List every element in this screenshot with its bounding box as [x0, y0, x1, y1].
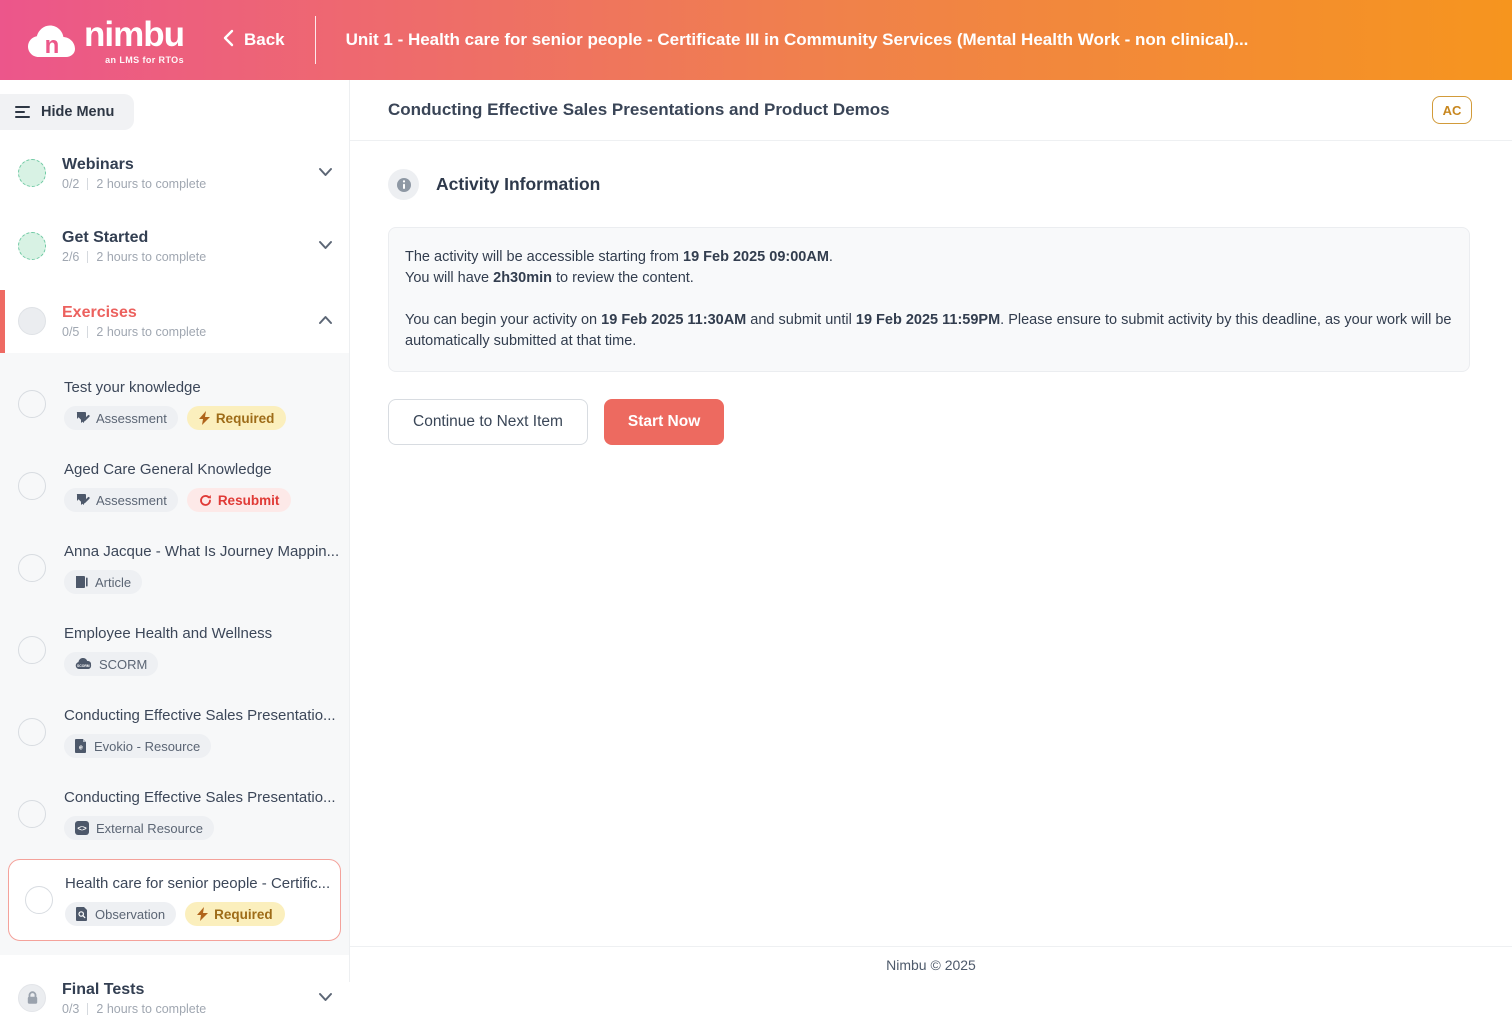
list-item-conducting-effective-sales-evokio[interactable] — [0, 691, 349, 773]
sidebar-module-get-started[interactable] — [0, 215, 349, 276]
back-button[interactable] — [222, 29, 285, 52]
svg-text:<>: <> — [77, 824, 87, 833]
list-item-test-your-knowledge[interactable] — [0, 363, 349, 445]
logo-wordmark: nimbu — [84, 14, 184, 54]
activity-info-panel — [388, 227, 1470, 372]
list-item-conducting-effective-sales-external[interactable] — [0, 773, 349, 855]
list-item-aged-care-general-knowledge[interactable] — [0, 445, 349, 527]
status-circle-icon — [18, 390, 46, 418]
info-spacer — [405, 289, 1453, 310]
svg-text:n: n — [44, 31, 60, 59]
hide-menu-button[interactable] — [0, 94, 134, 130]
list-item-anna-jacque-journey-mapping[interactable] — [0, 527, 349, 609]
module-meta — [62, 177, 310, 191]
module-progress: 0/3 — [62, 1002, 80, 1016]
action-buttons — [388, 399, 1470, 445]
module-duration: 2 hours to complete — [96, 177, 207, 191]
module-meta — [62, 1002, 310, 1016]
hide-menu-label: Hide Menu — [41, 104, 115, 120]
module-title: Final Tests — [62, 981, 145, 998]
module-title: Webinars — [62, 156, 134, 173]
type-tag: <> External Resource — [64, 816, 214, 840]
module-title: Exercises — [62, 304, 137, 321]
status-circle-icon — [18, 800, 46, 828]
chevron-up-icon[interactable] — [318, 312, 333, 330]
assessment-icon — [75, 411, 89, 425]
module-title: Get Started — [62, 229, 149, 246]
status-circle-icon — [18, 554, 46, 582]
lightning-icon — [197, 907, 208, 921]
sidebar-module-final-tests[interactable] — [0, 967, 349, 1028]
item-title: Health care for senior people - Certific... — [65, 875, 331, 892]
progress-circle-icon — [18, 232, 46, 260]
sidebar-module-exercises[interactable] — [0, 290, 349, 353]
meta-separator — [87, 178, 88, 190]
activity-information-header — [388, 169, 1470, 200]
page-title: Conducting Effective Sales Presentations and Product Demos — [388, 100, 890, 119]
meta-separator — [87, 251, 88, 263]
module-progress: 0/5 — [62, 325, 80, 339]
progress-circle-icon — [18, 307, 46, 335]
sidebar-module-webinars[interactable] — [0, 142, 349, 203]
course-sidebar — [0, 80, 350, 1016]
info-line-review-time: You will have 2h30min to review the content. — [405, 270, 694, 286]
type-tag: Assessment — [64, 406, 178, 430]
status-circle-icon — [18, 472, 46, 500]
back-label: Back — [243, 30, 285, 49]
svg-text:SCORM: SCORM — [76, 664, 90, 668]
module-meta — [62, 250, 310, 264]
module-progress: 0/2 — [62, 177, 80, 191]
type-tag: Assessment — [64, 488, 178, 512]
module-meta — [62, 325, 310, 339]
exercise-item-list — [0, 353, 349, 955]
chevron-down-icon[interactable] — [318, 164, 333, 182]
type-tag: SCORM SCORM — [64, 652, 158, 676]
header-divider — [315, 16, 316, 64]
status-circle-icon — [18, 718, 46, 746]
svg-text:e: e — [79, 744, 83, 752]
chevron-left-icon — [222, 29, 234, 52]
item-title: Conducting Effective Sales Presentatio... — [64, 789, 336, 806]
nimbu-logo[interactable] — [26, 16, 184, 65]
assessment-icon — [75, 493, 89, 507]
start-now-button[interactable]: Start Now — [604, 399, 724, 445]
chevron-down-icon[interactable] — [318, 237, 333, 255]
copyright-text: Nimbu © 2025 — [886, 956, 976, 973]
module-duration: 2 hours to complete — [96, 1002, 207, 1016]
required-badge: Required — [187, 406, 287, 430]
observation-icon — [76, 907, 88, 921]
module-duration: 2 hours to complete — [96, 250, 207, 264]
list-item-health-care-senior-people-selected[interactable] — [8, 859, 341, 941]
type-tag: Article — [64, 570, 142, 594]
item-title: Employee Health and Wellness — [64, 625, 273, 642]
logo-tagline: an LMS for RTOs — [105, 54, 184, 65]
scorm-cloud-icon — [75, 658, 92, 670]
meta-separator — [87, 326, 88, 338]
article-icon — [75, 575, 88, 589]
info-line-deadline: You can begin your activity on 19 Feb 2025 11:30AM and submit until 19 Feb 2025 11:59PM. Please ensure to submit activity by this deadline, as your work will be automatically submitted at that time. — [405, 312, 1452, 349]
section-title: Activity Information — [436, 174, 601, 194]
module-progress: 2/6 — [62, 250, 80, 264]
item-title: Test your knowledge — [64, 379, 201, 396]
item-title: Conducting Effective Sales Presentatio... — [64, 707, 336, 724]
app-header — [0, 0, 1512, 80]
item-title: Anna Jacque - What Is Journey Mappin... — [64, 543, 340, 560]
external-resource-icon — [75, 821, 89, 835]
refresh-icon — [199, 494, 212, 507]
progress-circle-icon — [18, 159, 46, 187]
unit-breadcrumb-title: Unit 1 - Health care for senior people - Certificate III in Community Services (Mental Health Work - non clinical)... — [345, 30, 1249, 49]
lightning-icon — [199, 411, 210, 425]
content-body — [350, 141, 1512, 946]
content-header — [350, 80, 1512, 141]
item-title: Aged Care General Knowledge — [64, 461, 272, 478]
chevron-down-icon[interactable] — [318, 989, 333, 1007]
continue-next-item-button[interactable]: Continue to Next Item — [388, 399, 588, 445]
type-tag: e Evokio - Resource — [64, 734, 211, 758]
status-circle-icon — [25, 886, 53, 914]
cloud-logo-icon — [26, 22, 78, 65]
footer — [350, 946, 1512, 982]
module-duration: 2 hours to complete — [96, 325, 207, 339]
info-line-accessible: The activity will be accessible starting from 19 Feb 2025 09:00AM. — [405, 249, 833, 265]
info-icon — [388, 169, 419, 200]
resubmit-badge: Resubmit — [187, 488, 292, 512]
menu-lines-icon — [15, 106, 30, 118]
lock-icon — [18, 984, 46, 1012]
resource-file-icon — [75, 739, 87, 753]
type-tag: Observation — [65, 902, 176, 926]
list-item-employee-health-and-wellness[interactable] — [0, 609, 349, 691]
main-content — [350, 80, 1512, 982]
required-badge: Required — [185, 902, 285, 926]
status-circle-icon — [18, 636, 46, 664]
meta-separator — [87, 1003, 88, 1015]
avatar[interactable]: AC — [1432, 96, 1472, 124]
